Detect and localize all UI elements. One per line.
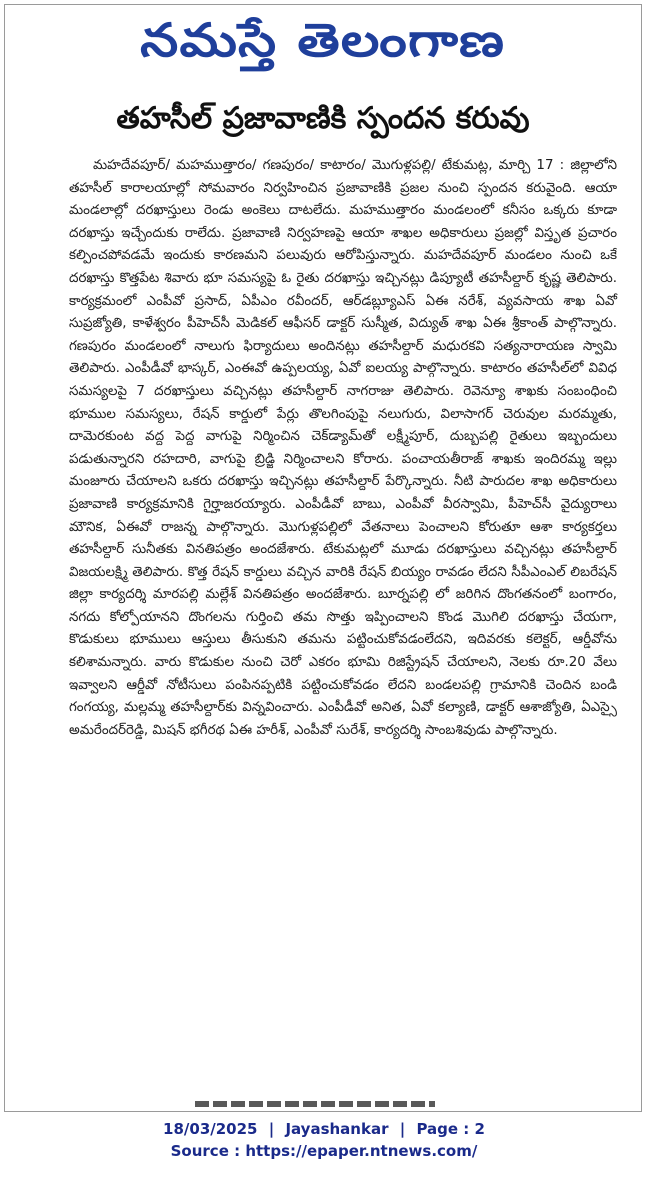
footer-source: Source : https://epaper.ntnews.com/ xyxy=(170,1142,478,1160)
clipping-frame xyxy=(4,4,642,1112)
article-headline: తహసీల్ ప్రజావాణికి స్పందన కరువు xyxy=(116,101,530,136)
clipping-footer xyxy=(0,1118,648,1162)
article-body xyxy=(69,155,617,742)
masthead xyxy=(5,11,641,81)
footer-date: 18/03/2025 xyxy=(163,1120,258,1138)
footer-page: Page : 2 xyxy=(416,1120,485,1138)
clipping-cut-edge xyxy=(195,1101,435,1107)
footer-separator: | xyxy=(268,1120,275,1138)
footer-separator: | xyxy=(399,1120,406,1138)
footer-edition: Jayashankar xyxy=(285,1120,389,1138)
footer-meta xyxy=(0,1118,648,1140)
article-paragraph: మహదేవపూర్/ మహముత్తారం/ గణపురం/ కాటారం/ మొగుళ్లపల్లి/ టేకుమట్ల, మార్చి 17 : జిల్లాలోని తహసీల్ కారాలయాల్లో సోమవారం నిర్వహించిన ప్రజావాణికి ప్రజల నుంచి స్పందన కరువైంది. ఆయా మండలాల్లో దరఖాస్తులు రెండు అంకెలు దాటలేదు. మహముత్తారం మండలంలో కనీసం ఒక్కరు కూడా దరఖాస్తు ఇచ్చేందుకు రాలేదు. ప్రజావాణి నిర్వహణపై ఆయా శాఖల అధికారులు ప్రజల్లో విస్తృత ప్రచారం కల్పించపోవడమే ఇందుకు కారణమని పలువురు ఆరోపిస్తున్నారు. మహదేవపూర్ మండలం నుంచి ఒకే దరఖాస్తు కొత్తపేట శివారు భూ సమస్యపై ఓ రైతు దరఖాస్తు ఇచ్చినట్లు డిప్యూటీ తహసీల్దార్ కృష్ణ తెలిపారు. కార్యక్రమంలో ఎంపీవో ప్రసాద్, ఏపీఎం రవీందర్, ఆర్‌డబ్ల్యూఎస్ ఏఈ నరేశ్, వ్యవసాయ శాఖ ఏవో సుప్రజ్యోతి, కాళేశ్వరం పీహెచ్‌సీ మెడికల్ ఆఫీసర్ డాక్టర్ సుస్మీత, విద్యుత్ శాఖ ఏఈ శ్రీకాంత్ పాల్గొన్నారు. గణపురం మండలంలో నాలుగు ఫిర్యాదులు అందినట్లు తహసీల్దార్ మధురకవి సత్యనారాయణ స్వామి తెలిపారు. ఎంపీడీవో భాస్కర్, ఎంఈవో ఉప్పలయ్య, ఏవో ఐలయ్య పాల్గొన్నారు. కాటారం తహసీల్‌లో వివిధ సమస్యలపై 7 దరఖాస్తులు వచ్చినట్లు తహసీల్దార్ నాగరాజు తెలిపారు. రెవెన్యూ శాఖకు సంబంధించి భూముల సమస్యలు, రేషన్ కార్డులో పేర్లు తొలగింపుపై నలుగురు, విలాసాగర్ చెరువుల మరమ్మతు, దామెరకుంట వద్ద పెద్ద వాగుపై నిర్మించిన చెక్‌డ్యామ్‌తో లక్ష్మీపూర్, దుబ్బపల్లి రైతులు ఇబ్బందులు పడుతున్నారని రహదారి, వాగుపై బ్రిడ్జి నిర్మించాలని కోరారు. పంచాయతీరాజ్ శాఖకు ఇందిరమ్మ ఇల్లు మంజూరు చేయాలని ఒకరు దరఖాస్తు ఇచ్చినట్లు తహసీల్దార్ పేర్కొన్నారు. నీటి పారుదల శాఖ అధికారులు ప్రజావాణి కార్యక్రమానికి గైర్హాజరయ్యారు. ఎంపీడీవో బాబు, ఎంపీవో వీరస్వామి, పీహెచ్‌సీ వైద్యురాలు మౌనిక, ఏఈవో రాజన్న పాల్గొన్నారు. మొగుళ్లపల్లిలో వేతనాలు పెంచాలని కోరుతూ ఆశా కార్యకర్తలు తహసీల్దార్ సునీతకు వినతిపత్రం అందజేశారు. టేకుమట్లలో మూడు దరఖాస్తులు వచ్చినట్లు తహసీల్దార్ విజయలక్ష్మి తెలిపారు. కొత్త రేషన్ కార్డులు వచ్చిన వారికి రేషన్ బియ్యం రావడం లేదని సీపీఎంఎల్ లిబరేషన్ జిల్లా కార్యదర్శి మారపల్లి మల్లేశ్ వినతిపత్రం అందజేశారు. బూర్నపల్లి లో జరిగిన దొంగతనంలో బంగారం, నగదు కోల్పోయానని దొంగలను గుర్తించి తమ సొత్తు ఇప్పించాలని కొండ మొగిలి దరఖాస్తు చేయగా, కొడుకులు భూములు ఆస్తులు తీసుకుని తమను పట్టించుకోవడంలేదని, ఇదివరకు కలెక్టర్, ఆర్డీవోను కలిశామన్నారు. వారు కొడుకుల నుంచి చెరో ఎకరం భూమి రిజిస్ట్రేషన్ చేయాలని, నెలకు రూ.20 వేలు ఇవ్వాలని ఆర్డీవో నోటీసులు పంపినప్పటికి పట్టించుకోవడం లేదని బండలపల్లి గ్రామానికి చెందిన బండి గంగయ్య, మల్లమ్మ తహసీల్దార్‌కు విన్నవించారు. ఎంపీడీవో అనిత, ఏవో కల్యాణి, డాక్టర్ ఆశాజ్యోతి, ఏఎస్సై అమరేందర్‌రెడ్డి, మిషన్ భగీరథ ఏఈ హరీశ్, ఎంపీవో సురేశ్, కార్యదర్శి సాంబశివుడు పాల్గొన్నారు. xyxy=(69,158,617,738)
newspaper-logo: నమస్తే తెలంగాణ xyxy=(140,13,506,67)
